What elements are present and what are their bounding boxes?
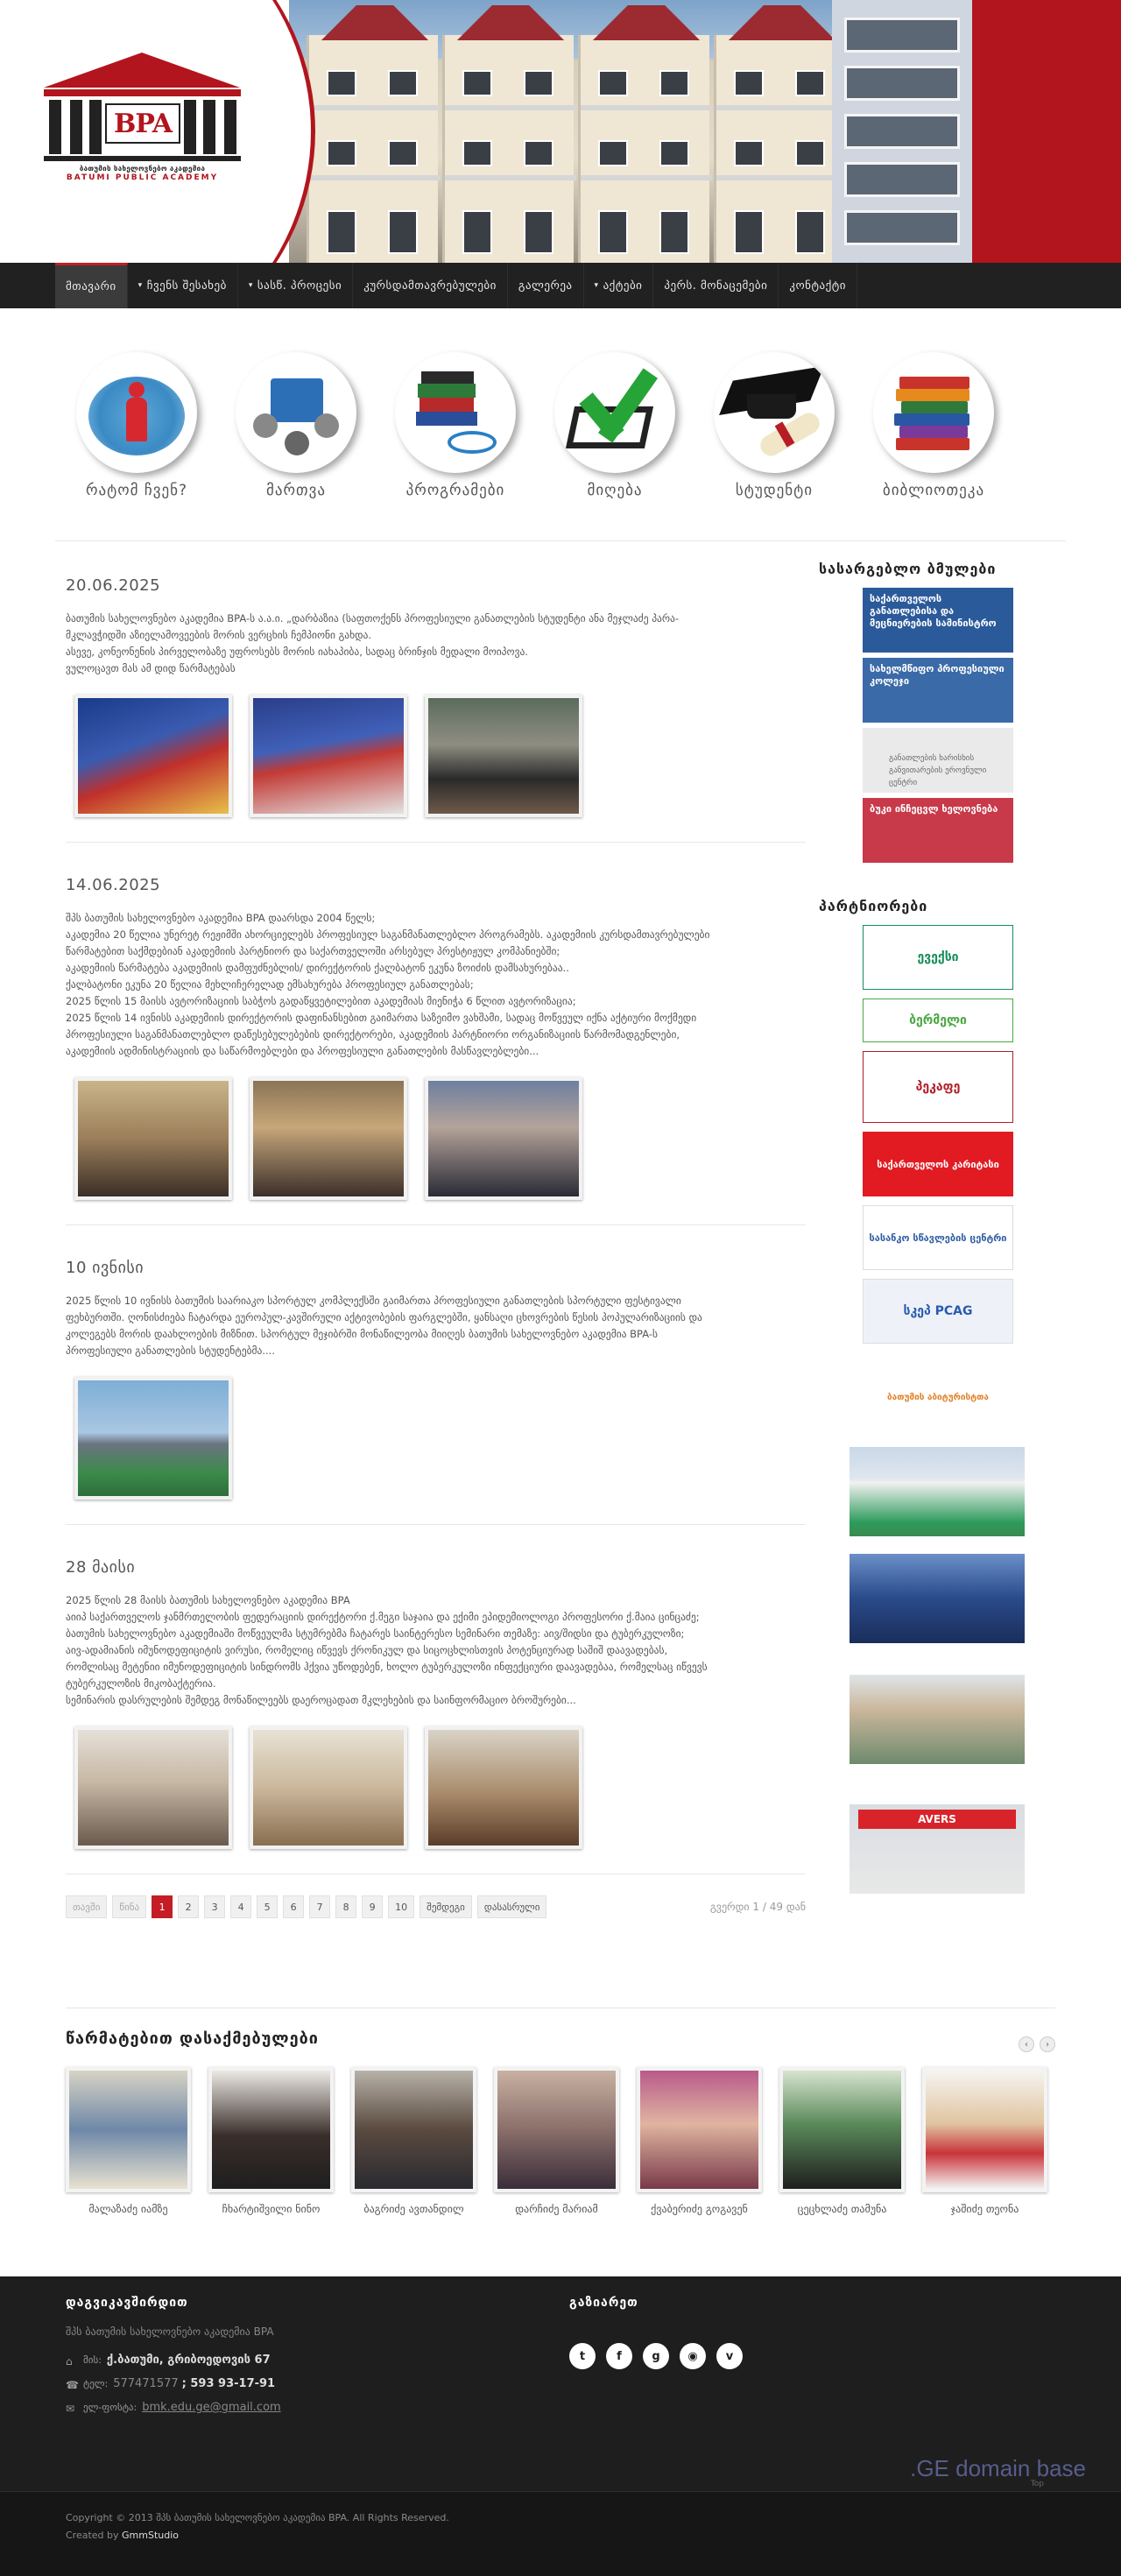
nav-item-contact[interactable]: კონტაქტი: [779, 263, 857, 308]
contact-title: დაგვიკავშირდით: [66, 2296, 188, 2310]
pagination-first[interactable]: თავში: [66, 1895, 107, 1918]
site-footer: დაგვიკავშირდით შპს ბათუმის სახელოვნებო აკადემია BPA ⌂ მის: ქ.ბათუმი, გრიბოედოვის 67 ☎ ტელ: 577471577 ; 593 93-17-91 ✉ ელ-ფოსტა: bmk.edu.ge@gmail.com გაზიარეთ t f g ◉ v .GE domain base Top Copyright © 2013 შპს ბათუმის სახელოვნებო აკადემია BPA. All Rights Reserved. Created by GmmStudio: [0, 2276, 1121, 2576]
graduate-card[interactable]: ჯაშიძე თეონა: [922, 2067, 1047, 2215]
nav-item-personal-data[interactable]: პერს. მონაცემები: [653, 263, 779, 308]
caret-down-icon: ▾: [248, 281, 253, 290]
pagination-page[interactable]: 10: [388, 1895, 414, 1918]
avers-pharmacy-photo[interactable]: AVERS: [850, 1804, 1025, 1894]
pagination-page[interactable]: 4: [230, 1895, 251, 1918]
graduates-title: წარმატებით დასაქმებულები: [66, 2029, 319, 2048]
news-post: 14.06.2025 შპს ბათუმის სახელოვნებო აკადემია BPA დაარსდა 2004 წელს; აკადემია 20 წელია უნერეტ რეჟიმში ახორციელებს პროფესიულ საგანმანათლებლო პროგრამებს. აკადემიის კურსდამთავრებულები წარმატებით საქმდებიან აკადემიის პარტნიორ და საქართველოში არსებულ პრესტიჟულ კომპანიებში; აკადემიის წარმატება აკადემიის დამფუძნებლის/ დირექტორის ქალბატონ ეკუნა ზოიძის დამსახურებაა.. ქალბატონი ეკუნა 20 წელია მეხლიჩერელად ემსახურება პროფესიულ განათლებას; 2025 წლის 15 მაისს ავტორიზაციის საბჭოს გადაწყვეტილებით აკადემიას მიენიჭა 6 წლით ავტორიზაცია; 2025 წლის 14 ივნისს აკადემიის დირექტორის დაფინანსებით გაიმართა საზეიმო ვახშამი, სადაც მოწვეულ იქნა აქტიური მოქმედი პროფესიული საგანმანათლებლო დაწესებულებების დირექტორები, აკადემიის პარტნიორი ორგანიზაციის წარმომადგენლები, აკადემიის ადმინისტრაციის და საწარმოებლები და პროფესიული განათლების მასწავლებლები...: [66, 876, 806, 1225]
pagination-page[interactable]: 6: [283, 1895, 304, 1918]
pagination-page[interactable]: 9: [362, 1895, 383, 1918]
partner-logo[interactable]: ბათუმის აბიტურისტთა: [887, 1392, 989, 1402]
caret-down-icon: ▾: [137, 281, 143, 290]
feature-programs[interactable]: პროგრამები: [390, 352, 521, 499]
post-photo[interactable]: [74, 1077, 232, 1200]
partners-title: პარტნიორები: [819, 898, 928, 914]
pagination-last[interactable]: დასასრული: [477, 1895, 547, 1918]
feature-admission[interactable]: მიღება: [549, 352, 680, 499]
partner-photo[interactable]: [850, 1554, 1025, 1643]
phone-2: ; 593 93-17-91: [181, 2377, 276, 2390]
partner-logo[interactable]: საქართველოს კარიტასი: [863, 1132, 1013, 1196]
feature-management[interactable]: მართვა: [230, 352, 362, 499]
pagination-page[interactable]: 1: [152, 1895, 173, 1918]
partner-logo[interactable]: სასანკო სწავლების ცენტრი: [863, 1205, 1013, 1270]
phone-1: 577471577: [113, 2377, 179, 2390]
management-icon: [236, 352, 356, 473]
graduate-card[interactable]: ქვაბერიძე გოგავენ: [637, 2067, 762, 2215]
feature-library[interactable]: ბიბლიოთეკა: [868, 352, 999, 499]
nav-item-study-process[interactable]: ▾ სასწ. პროცესი: [238, 263, 353, 308]
pagination-page[interactable]: 7: [309, 1895, 330, 1918]
home-icon: ⌂: [66, 2354, 73, 2368]
main-nav: [0, 263, 1121, 308]
graduate-card[interactable]: დარჩიძე მარიამ: [494, 2067, 619, 2215]
partner-logo[interactable]: ევექსი: [863, 925, 1013, 990]
graduate-card[interactable]: ბაგრიძე ავთანდილ: [351, 2067, 476, 2215]
post-photo[interactable]: [250, 695, 407, 817]
pagination-next[interactable]: შემდეგი: [419, 1895, 472, 1918]
mail-icon: ✉: [66, 2402, 75, 2415]
back-to-top-link[interactable]: Top: [1030, 2480, 1044, 2488]
useful-links-title: სასარგებლო ბმულები: [819, 561, 997, 577]
google-icon[interactable]: g: [643, 2343, 669, 2369]
sidebar: [819, 561, 1055, 1894]
news-post: 28 მაისი 2025 წლის 28 მაისს ბათუმის სახელოვნებო აკადემია BPA აიიპ საქართველოს ჯანმრთელობის ფედერაციის დირექტორი ქ.მეგი საჯაია და ექიმი ეპიდემიოლოგი პროფესორი ქ.მაია ცინცაძე; ბათუმის სახელოვნებო აკადემიაში მოწვეულმა სტუმრებმა ჩატარეს საინტერესო სემინარი თემაზე: აივ/შიდსი და ტუბერკულოზი; აივ-ადამიანის იმუნოდეფიციტის ვირუსი, რომელიც იწვევს ქრონიკულ და სიცოცხლისთვის პოტენციურად საშიშ დაავადებას, რომლისაც მეტენიი იმუნოდეფიციტის სინდრომს ჰქვია უწოდებენ, ხოლო ტუბერკულოზი ინფექციური დაავადებაა, რომელსაც იწვევს ტუბერკულოზის მიკობაქტერია. სემინარის დასრულების შემდეგ მონაწილეებს დაეროცადათ მკლეხების და საინფორმაციო ბროშურები...: [66, 1558, 806, 1874]
carousel-prev-button[interactable]: ‹: [1019, 2036, 1034, 2052]
news-post: 10 ივნისი 2025 წლის 10 ივნისს ბათუმის საარიაკო სპორტულ კომპლექსში გაიმართა პროფესიული განათლების სპორტული ფესტივალი ფეხბურთში. ღონისძიება ჩატარდა ეუროპულ-კავშირული აქტივობების ფარგლებში, ყანსაღი ცხოვრების წესის პოპულარიზაციის და კოლეგებს მორის დაახლოების მიზნით. სპორტულ მეჯიბრში მონაწილეობა მიიღეს ბათუმის სახელოვნებო აკადემია BPA-ს პროფესიული განათლების სტუდენტებმა....: [66, 1259, 806, 1525]
nav-item-home[interactable]: მთავარი: [55, 263, 128, 308]
pagination-page[interactable]: 3: [204, 1895, 225, 1918]
useful-link-banner[interactable]: ბუკი ინჩეცვლ ხელოვნება: [863, 798, 1013, 863]
graduate-card[interactable]: ჩხარტიშვილი ნინო: [208, 2067, 334, 2215]
contact-subtitle: შპს ბათუმის სახელოვნებო აკადემია BPA: [66, 2325, 274, 2338]
useful-link-banner[interactable]: სახელმწიფო პროფესიული კოლეჯი: [863, 658, 1013, 723]
pagination-page[interactable]: 8: [335, 1895, 356, 1918]
site-logo[interactable]: [44, 53, 241, 184]
news-list: [66, 543, 806, 1918]
feature-why-us[interactable]: რატომ ჩვენ?: [71, 352, 202, 499]
post-photo[interactable]: [250, 1077, 407, 1200]
partner-photo[interactable]: [850, 1675, 1025, 1764]
carousel-next-button[interactable]: ›: [1040, 2036, 1055, 2052]
partner-logo[interactable]: სკეპ PCAG: [863, 1279, 1013, 1344]
studio-link[interactable]: GmmStudio: [122, 2530, 180, 2541]
library-icon: [873, 352, 994, 473]
programs-icon: [395, 352, 516, 473]
post-photo[interactable]: [74, 1377, 232, 1500]
graduate-card[interactable]: ცეცხლაძე თამუნა: [779, 2067, 905, 2215]
vimeo-icon[interactable]: v: [716, 2343, 743, 2369]
phone-icon: ☎: [66, 2378, 79, 2391]
nav-item-acts[interactable]: ▾ აქტები: [584, 263, 654, 308]
pagination-count: გვერდი 1 / 49 დან: [709, 1901, 806, 1913]
admission-icon: [554, 352, 675, 473]
nav-item-graduates[interactable]: კურსდამთავრებულები: [353, 263, 508, 308]
copyright: Copyright © 2013 შპს ბათუმის სახელოვნებო აკადემია BPA. All Rights Reserved.: [66, 2512, 449, 2523]
logo-name-ka: ბათუმის სახელოვნებო აკადემია: [79, 165, 206, 173]
partner-photo[interactable]: [850, 1447, 1025, 1536]
post-photo[interactable]: [425, 1077, 582, 1200]
pagination-prev[interactable]: წინა: [112, 1895, 146, 1918]
post-date: 28 მაისი: [66, 1558, 136, 1577]
post-date: 10 ივნისი: [66, 1259, 145, 1277]
useful-link-banner[interactable]: განათლების ხარისხის განვითარების ეროვნული ცენტრი: [863, 728, 1013, 793]
header-building-photo: [289, 0, 972, 263]
share-title: გაზიარეთ: [569, 2296, 638, 2310]
post-date: 20.06.2025: [66, 576, 161, 595]
graduate-card[interactable]: მალაზაძე იამზე: [66, 2067, 191, 2215]
rss-icon[interactable]: ◉: [680, 2343, 706, 2369]
caret-down-icon: ▾: [594, 281, 599, 290]
pagination-page[interactable]: 2: [178, 1895, 199, 1918]
post-date: 14.06.2025: [66, 876, 161, 894]
ge-domain-base-badge[interactable]: .GE domain base: [910, 2455, 1086, 2481]
student-icon: [714, 352, 835, 473]
pagination: [66, 1895, 806, 1918]
facebook-icon[interactable]: f: [606, 2343, 632, 2369]
feature-icons: [55, 308, 1066, 541]
news-post: 20.06.2025 ბათუმის სახელოვნებო აკადემია BPA-ს ა.ა.ი. „დარბაზია (საფთოქენს პროფესიული განათლების სტუდენტი ანა მეჯლაძე პარა- მკლავჭიდში აზიელამოვეების მორის ვერცხის ჩემპიონი გახდა. ასევე, კონეონენის პირველობაზე უფროსებს მორის იახაპიბა, სადაც ბრინჯის მედალი მოიპოვა. ვულოცავთ მას ამ დიდ წარმატებას: [66, 576, 806, 843]
logo-abbr: BPA: [105, 103, 180, 144]
pagination-page[interactable]: 5: [257, 1895, 278, 1918]
post-photo[interactable]: [250, 1726, 407, 1849]
useful-link-banner[interactable]: საქართველოს განათლებისა და მეცნიერების სამინისტრო: [863, 588, 1013, 653]
post-photo[interactable]: [425, 1726, 582, 1849]
email-link[interactable]: bmk.edu.ge@gmail.com: [142, 2401, 281, 2414]
address: ქ.ბათუმი, გრიბოედოვის 67: [106, 2354, 271, 2367]
partner-logo[interactable]: პეკაფე: [863, 1051, 1013, 1123]
post-photo[interactable]: [425, 695, 582, 817]
nav-item-about[interactable]: ▾ ჩვენს შესახებ: [128, 263, 238, 308]
partner-logo[interactable]: ბერმელი: [863, 999, 1013, 1042]
nav-item-gallery[interactable]: გალერეა: [508, 263, 584, 308]
twitter-icon[interactable]: t: [569, 2343, 596, 2369]
graduates-section: [66, 2008, 1055, 2215]
people-icon: [76, 352, 197, 473]
logo-name-en: BATUMI PUBLIC ACADEMY: [66, 173, 219, 182]
post-photo[interactable]: [74, 1726, 232, 1849]
feature-student[interactable]: სტუდენტი: [709, 352, 840, 499]
post-photo[interactable]: [74, 695, 232, 817]
site-header: [0, 0, 1121, 263]
